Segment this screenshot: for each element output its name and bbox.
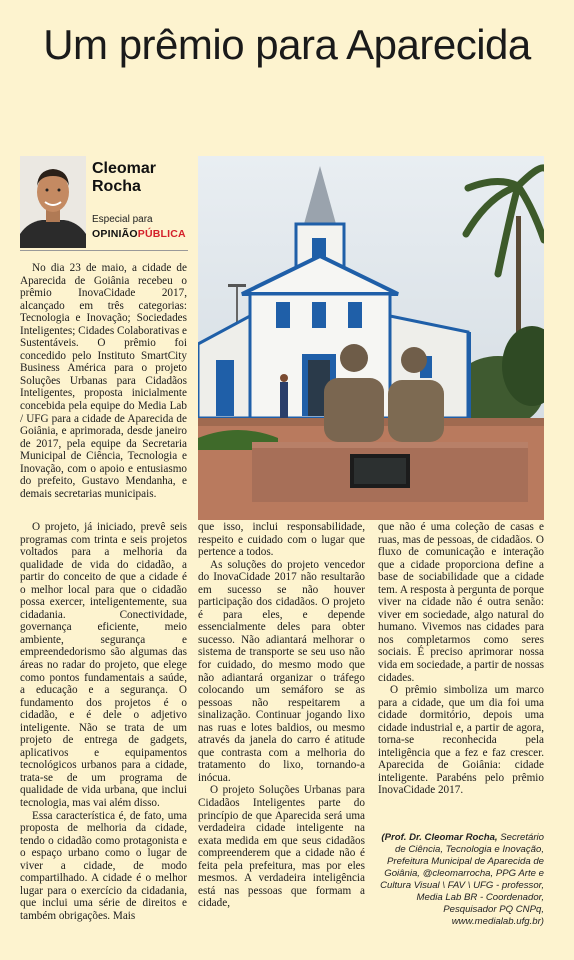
column-2 <box>198 521 365 910</box>
author-divider <box>20 250 188 251</box>
author-name: Cleomar Rocha <box>92 160 157 195</box>
paragraph: O prêmio simboliza um marco para a cidade, que um dia foi uma cidade dormitório, depois uma cidade industrial e, a partir de agora, torna-se reconhecida pela inteligência que a fez e faz crescer. Aparecida de Goiânia: cidade inteligente. Parabéns pelo prêmio InovaCidade 2017. <box>378 684 544 797</box>
paragraph: As soluções do projeto vencedor do InovaCidade 2017 não resultarão em sucesso se não houver participação dos cidadãos. O projeto é para eles, e depende essencialmente deles para obter sucesso. Não adiantará melhorar o sistema de transporte se seu uso não for cuidado, do mesmo modo que não adiantará organizar o tráfego colocando um semáforo se as pessoas não respeitarem a sinalização. Continuar jogando lixo nas ruas e lotes baldios, ou mesmo através da janela do carro é atitude que contrasta com a melhoria do tratamento do lixo, tornando-a inócua. <box>198 558 365 784</box>
church-with-statues-icon <box>198 156 544 520</box>
paragraph: que não é uma coleção de casas e ruas, mas de pessoas, de cidadãos. O fluxo de comunicação e interação que a cidade proporciona define a base de sociabilidade que a cidade tem. A resposta à pergunta de porque viver na cidade não é outra senão: viver em sociedade, algo natural do humano. Vivemos nas cidades para nos completarmos como seres sociais. É preciso aprimorar nossa vida em sociedade, a partir de nossas cidades. <box>378 521 544 684</box>
article-title: Um prêmio para Aparecida <box>43 21 531 68</box>
column-1-intro <box>20 262 187 500</box>
author-signature <box>378 832 544 928</box>
publication-name-part2: PÚBLICA <box>137 228 186 240</box>
column-1 <box>20 521 187 923</box>
column-3 <box>378 521 544 797</box>
paragraph: No dia 23 de maio, a cidade de Aparecida de Goiânia recebeu o prêmio InovaCidade 2017, alcançado em três categorias: Tecnologia e Inovação; Sociedades Inteligentes; Cidades Colaborativas e Sustentáveis. O prêmio foi concedido pelo Instituto SmartCity Business América para o projeto Soluções Urbanas para Cidadãos Inteligentes, proposta inicialmente concebida pela equipe do Media Lab / UFG para a cidade de Aparecida de Goiânia, e aprimorada, desde janeiro de 2017, pela equipe da Secretaria Municipal de Ciência, Tecnologia e Inovação, com o apoio e entusiasmo do prefeito, Gustavo Mendanha, e demais secretarias municipais. <box>20 262 187 500</box>
author-portrait-icon <box>20 156 86 248</box>
article-photo <box>198 156 544 520</box>
signature-name: (Prof. Dr. Cleomar Rocha, <box>381 832 498 843</box>
author-special-for: Especial para <box>92 214 153 225</box>
signature-details: Secretário de Ciência, Tecnologia e Inovação, Prefeitura Municipal de Aparecida de Goiânia, @cleomarrocha, PPG Arte e Cultura Visual \ FAV \ UFG - professor, Media Lab BR - Coordenador, Pesquisador PQ CNPq, www.medialab.ufg.br) <box>380 832 544 927</box>
paragraph: Essa característica é, de fato, uma proposta de melhoria da cidade, tendo o cidadão como protagonista e o espaço urbano como o lugar de viver a cidade, de modo compartilhado. A cidade é o melhor lugar para o exercício da cidadania, que inclui uma série de direitos e também obrigações. Mais <box>20 809 187 922</box>
publication-name <box>92 228 186 240</box>
author-photo <box>20 156 86 248</box>
paragraph: O projeto Soluções Urbanas para Cidadãos Inteligentes parte do princípio de que Aparecida será uma verdadeira cidade inteligente na exata medida em que seus cidadãos compreenderem que a cidade não é feita pela prefeitura, mas por eles mesmos. A verdadeira inteligência está nas pessoas que formam a cidade, <box>198 784 365 910</box>
paragraph: que isso, inclui responsabilidade, respeito e cuidado com o lugar que pertence a todos. <box>198 521 365 559</box>
publication-name-part1: OPINIÃO <box>92 228 138 240</box>
paragraph: O projeto, já iniciado, prevê seis programas com trinta e seis projetos voltados para a melhoria da qualidade de vida do cidadão, a partir do conceito de que a cidade é o melhor local para que o cidadão possa exercer, inteligentemente, sua cidadania. Conectividade, governança eficiente, meio ambiente, segurança e empreendedorismo são algumas das áreas no radar do projeto, que elege como pontos fundamentais a saúde, a educação e a segurança. O fundamento dos projetos é o cidadão, e é dele o adjetivo inteligente. Não se trata de um projeto de entrega de gadgets, aplicativos e equipamentos tecnológicos urbanos para a cidade, trata-se de um programa de qualidade de vida urbana, que inclui tecnologia, mas vai além disso. <box>20 521 187 810</box>
